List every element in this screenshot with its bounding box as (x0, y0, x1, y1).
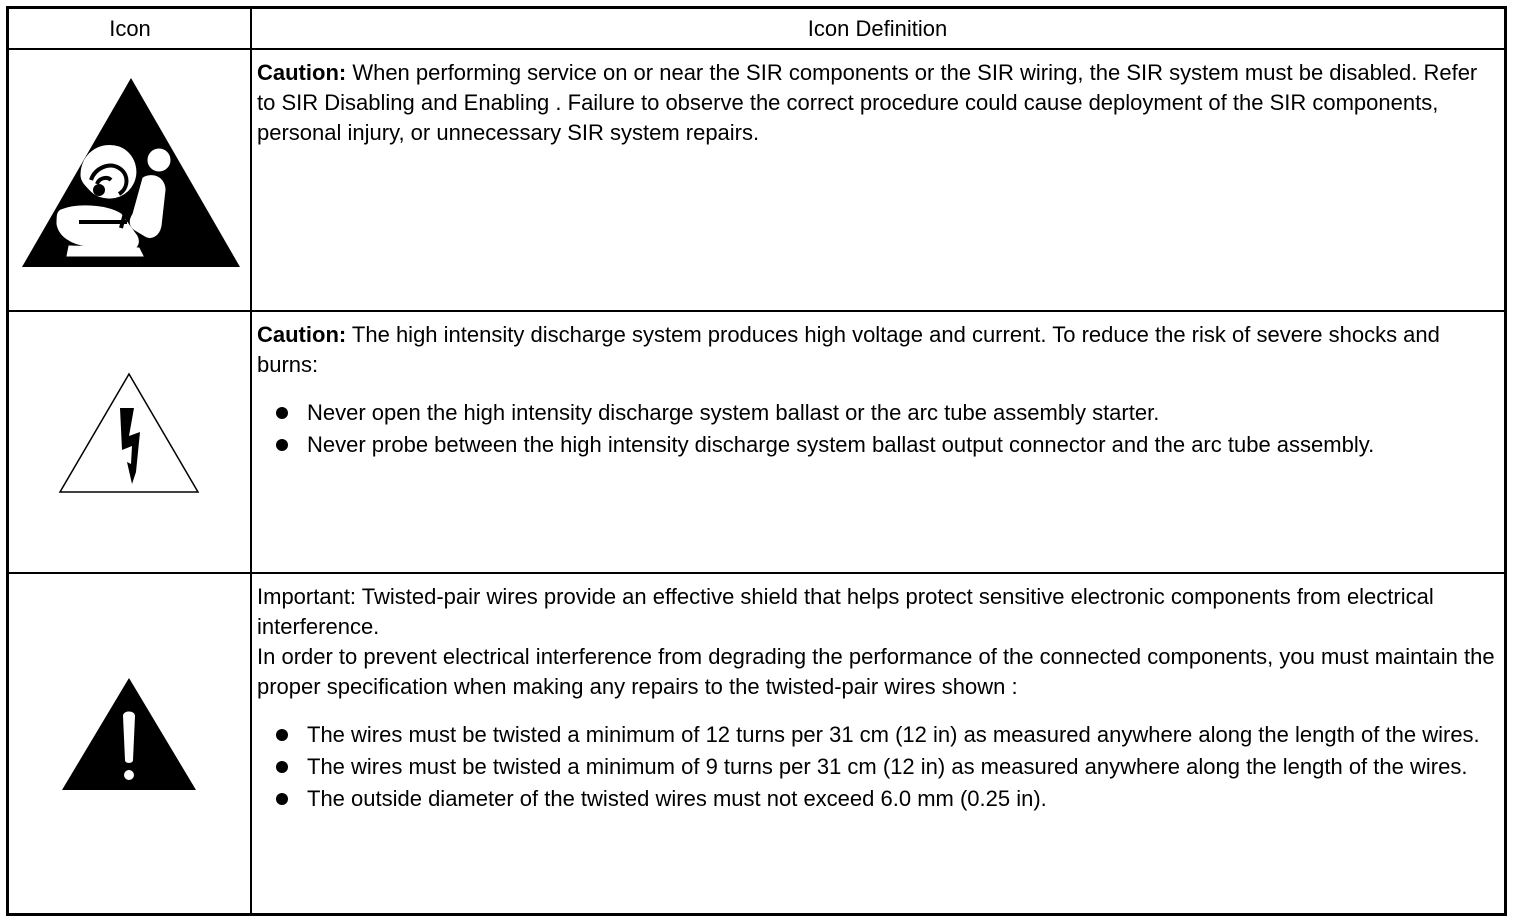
list-item: The outside diameter of the twisted wires must not exceed 6.0 mm (0.25 in). (257, 784, 1500, 814)
definition-text: When performing service on or near the SIR components or the SIR wiring, the SIR system must be disabled. Refer to SIR Disabling and Enabling . Failure to observe the correct procedure could cause deployment of the SIR components, personal injury, or unnecessary SIR system repairs. (257, 60, 1478, 145)
definition-text: Twisted-pair wires provide an effective shield that helps protect sensitive electronic components from electrical interference. (257, 584, 1434, 639)
list-item: The wires must be twisted a minimum of 12 turns per 31 cm (12 in) as measured anywhere along the length of the wires. (257, 720, 1500, 750)
important-label: Important: (257, 584, 357, 609)
header-icon-definition: Icon Definition (807, 16, 948, 41)
high-voltage-warning-icon (9, 312, 250, 572)
definition-cell (257, 582, 1500, 816)
important-exclamation-icon (9, 574, 250, 913)
list-item: Never probe between the high intensity discharge system ballast output connector and the arc tube assembly. (257, 430, 1500, 460)
definition-text: The high intensity discharge system produces high voltage and current. To reduce the risk of severe shocks and burns: (257, 322, 1440, 377)
list-item: The wires must be twisted a minimum of 9 turns per 31 cm (12 in) as measured anywhere along the length of the wires. (257, 752, 1500, 782)
definition-paragraph (257, 582, 1500, 642)
table-row (9, 574, 1504, 913)
definition-cell (257, 320, 1500, 462)
icon-definition-table (6, 6, 1507, 916)
caution-label: Caution: (257, 322, 347, 347)
list-item: Never open the high intensity discharge system ballast or the arc tube assembly starter. (257, 398, 1500, 428)
definition-cell (257, 58, 1500, 148)
bullet-list (257, 398, 1500, 460)
airbag-warning-icon (9, 50, 250, 310)
header-icon: Icon (109, 16, 151, 41)
definition-paragraph (257, 58, 1500, 148)
table-row (9, 312, 1504, 574)
bullet-list (257, 720, 1500, 814)
caution-label: Caution: (257, 60, 347, 85)
definition-paragraph: In order to prevent electrical interference from degrading the performance of the connected components, you must maintain the proper specification when making any repairs to the twisted-pair wires shown : (257, 644, 1495, 699)
definition-paragraph (257, 320, 1500, 380)
table-row (9, 50, 1504, 312)
table-header (9, 9, 1504, 50)
